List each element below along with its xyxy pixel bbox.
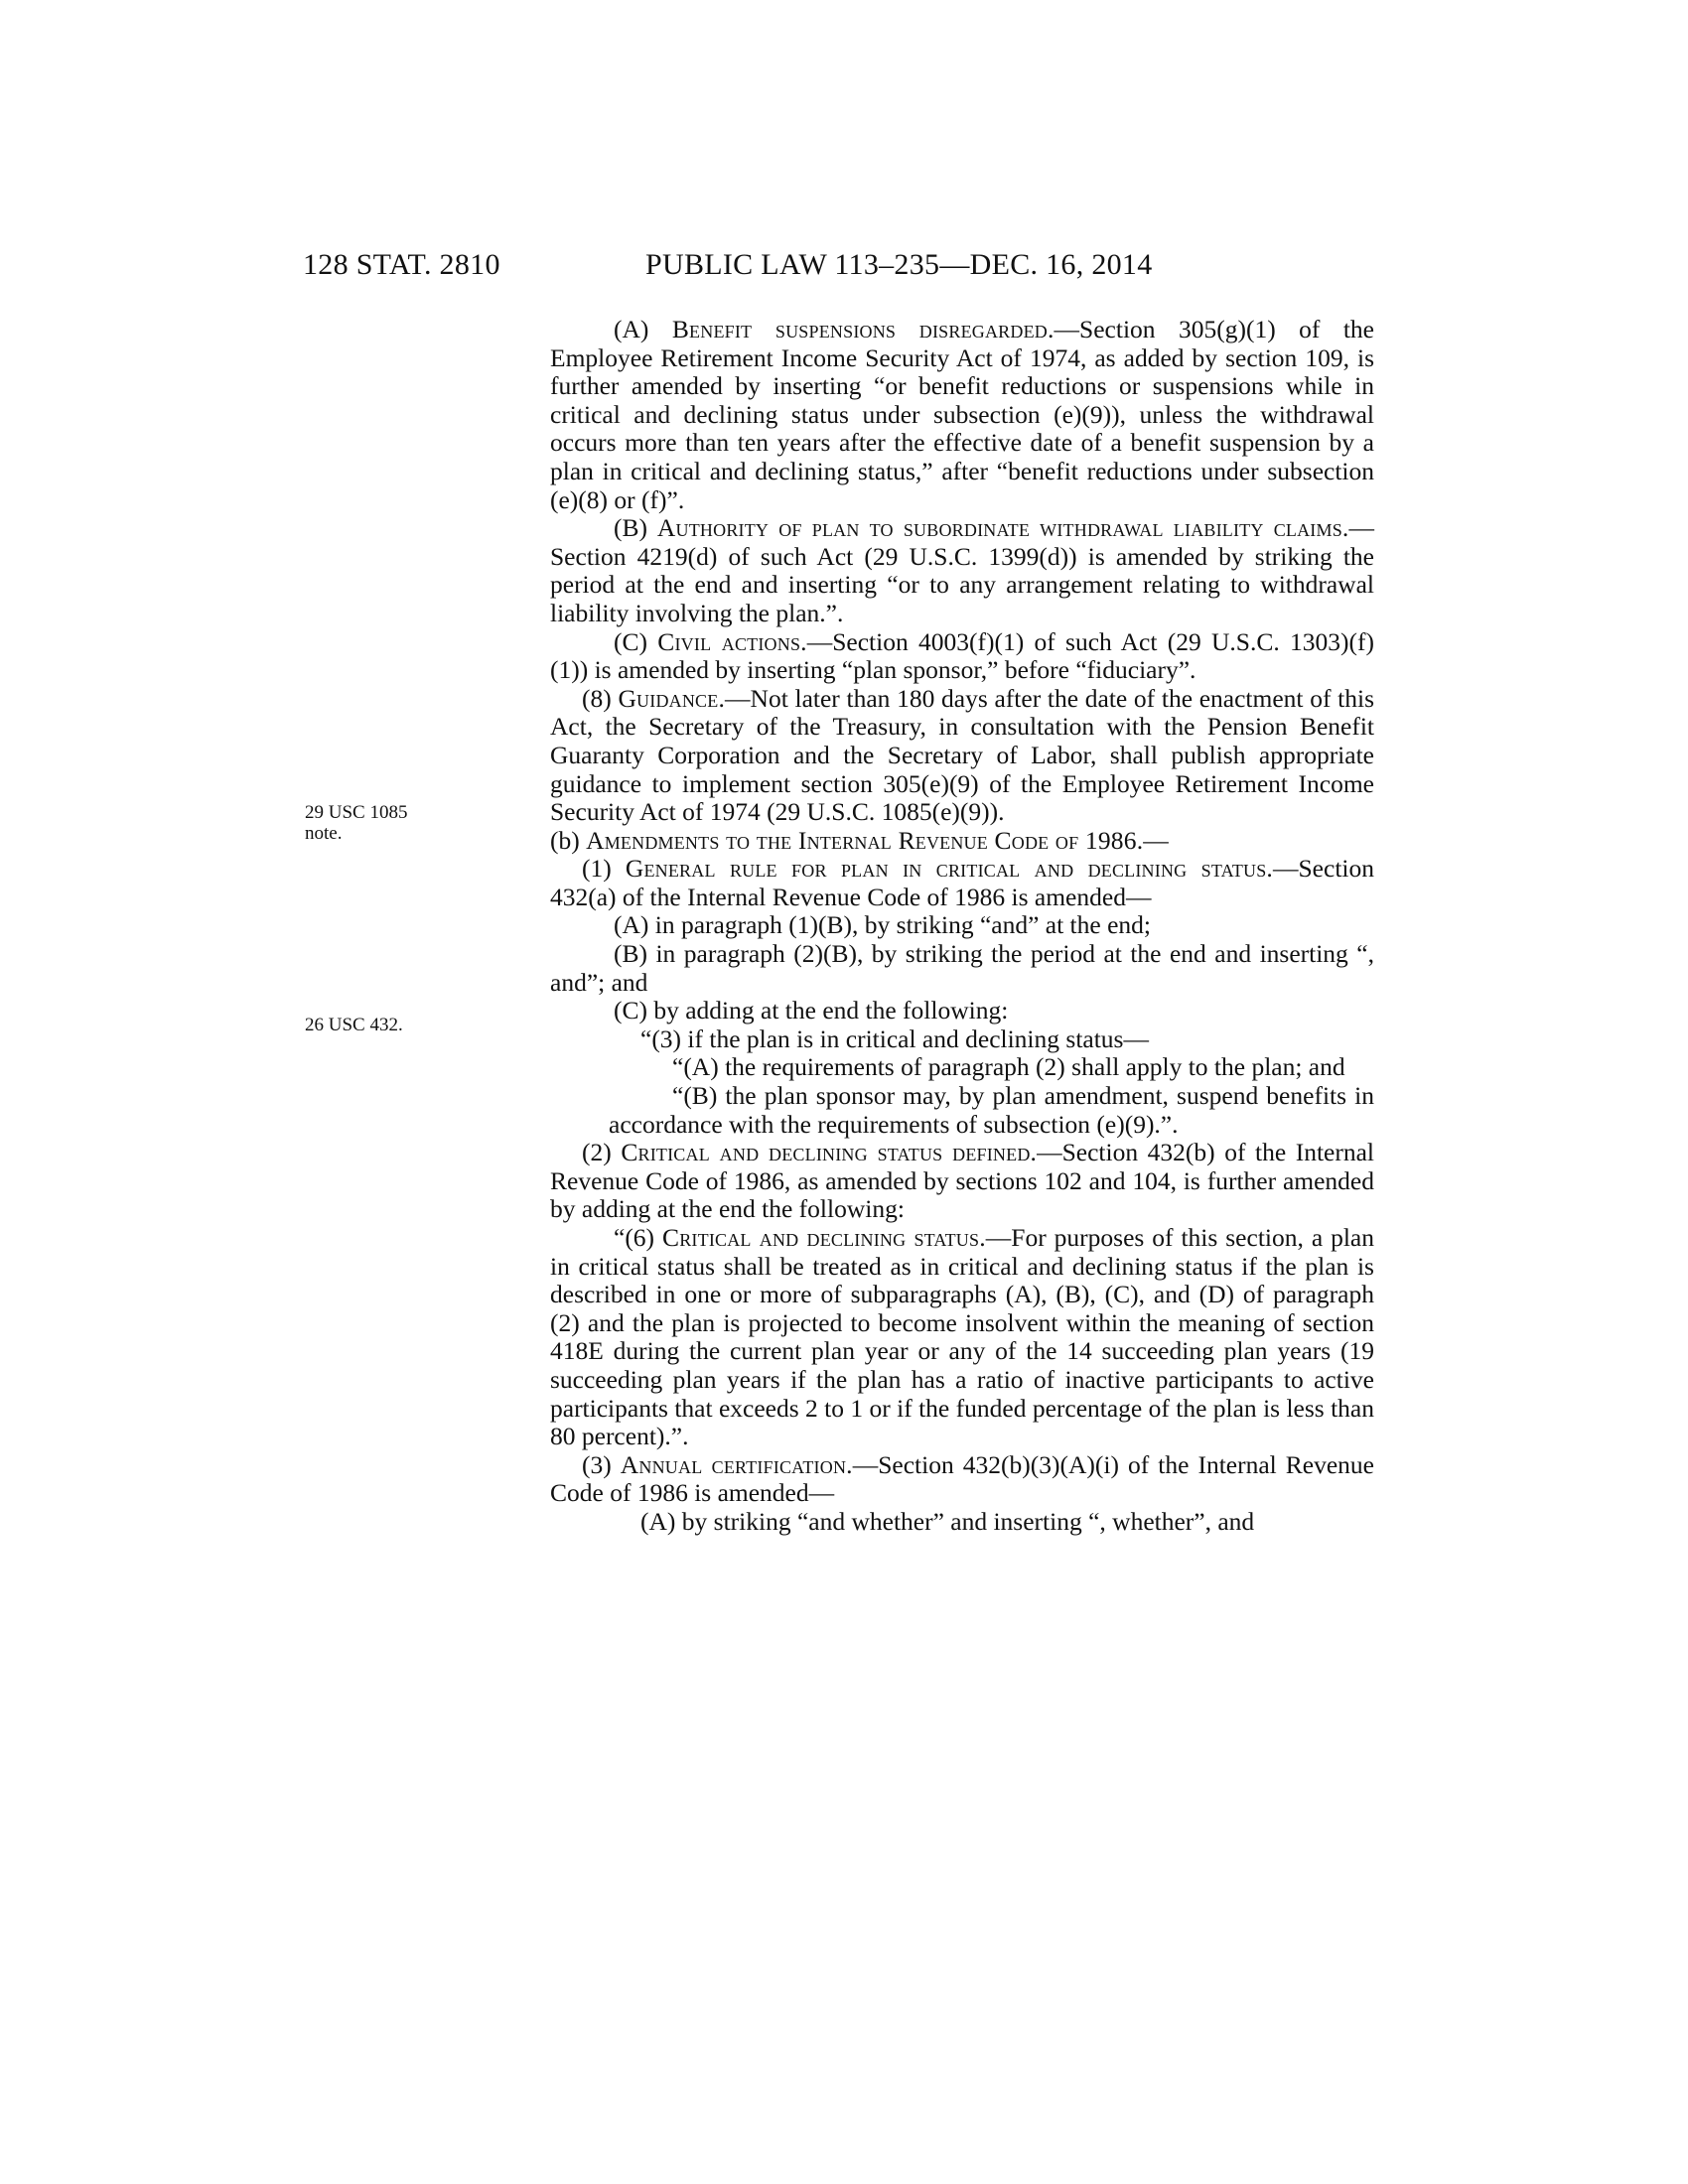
statute-body <box>550 316 1374 1537</box>
paragraph-heading: Critical and declining status. <box>662 1223 986 1252</box>
paragraph-8-guidance: (8) Guidance.—Not later than 180 days after the date of the enactment of this Act, the Secretary of the Treasury, in consultation with the Pension Benefit Guaranty Corporation and the Secretary of Labor, shall publish appropriate guidance to implement section 305(e)(9) of the Employee Retirement Income Security Act of 1974 (29 U.S.C. 1085(e)(9)). <box>550 683 1374 827</box>
clause-b-striking-period: (B) in paragraph (2)(B), by striking the period at the end and inserting “, and”; and <box>550 939 1374 997</box>
clause-c-adding-at-end: (C) by adding at the end the following: <box>614 996 1009 1025</box>
margin-note-usc-432 <box>305 1015 403 1035</box>
paragraph-heading: Guidance. <box>618 683 726 713</box>
page-header <box>0 248 1688 288</box>
paragraph-heading: Benefit suspensions disregarded. <box>671 315 1055 343</box>
paragraph-heading: Annual certification. <box>620 1449 853 1479</box>
paragraph-heading: Authority of plan to subordinate withdrawal liability claims. <box>656 513 1349 543</box>
quoted-paragraph-3: “(3) if the plan is in critical and declining status— <box>640 1024 1149 1053</box>
margin-note-usc-1085 <box>305 802 407 844</box>
paragraph-1-general-rule: (1) General rule for plan in critical and declining status.—Section 432(a) of the Internal Revenue Code of 1986 is amended— <box>550 854 1374 911</box>
paragraph-a-benefit-suspensions: (A) Benefit suspensions disregarded.—Section 305(g)(1) of the Employee Retirement Income Security Act of 1974, as added by section 109, is further amended by inserting “or benefit reductions or suspensions while in critical and declining status under subsection (e)(9)), unless the withdrawal occurs more than ten years after the effective date of a benefit suspension by a plan in critical and declining status,” after “benefit reductions under subsection (e)(8) or (f)”. <box>550 315 1374 514</box>
subsection-b-amendments: (b) Amendments to the Internal Revenue Code of 1986.— <box>550 825 1169 855</box>
paragraph-3-annual-certification: (3) Annual certification.—Section 432(b)(3)(A)(i) of the Internal Revenue Code of 1986 is amended— <box>550 1449 1375 1508</box>
clause-a-striking-and-whether: (A) by striking “and whether” and inserting “, whether”, and <box>640 1506 1255 1536</box>
quoted-paragraph-6: “(6) Critical and declining status.—For purposes of this section, a plan in critical status shall be treated as in critical and declining status if the plan is described in one or more of subparagraphs (A), (B), (C), and (D) of paragraph (2) and the plan is projected to become insolvent within the meaning of section 418E during the current plan year or any of the 14 succeeding plan years (19 succeeding plan years if the plan has a ratio of inactive participants to active participants that exceeds 2 to 1 or if the funded percentage of the plan is less than 80 percent).”. <box>550 1223 1374 1451</box>
margin-note-line: 29 USC 1085 <box>305 802 408 823</box>
paragraph-2-status-defined: (2) Critical and declining status defined.—Section 432(b) of the Internal Revenue Code of 1986, as amended by sections 102 and 104, is further amended by adding at the end the following: <box>550 1138 1375 1224</box>
paragraph-b-authority-of-plan: (B) Authority of plan to subordinate withdrawal liability claims.—Section 4219(d) of such Act (29 U.S.C. 1399(d)) is amended by striking the period at the end and inserting “or to any arrangement relating to withdrawal liability involving the plan.”. <box>550 513 1374 627</box>
public-law-title: PUBLIC LAW 113–235—DEC. 16, 2014 <box>645 248 1153 281</box>
margin-note-line: note. <box>305 823 343 844</box>
quoted-clause-a: “(A) the requirements of paragraph (2) shall apply to the plan; and <box>672 1052 1345 1082</box>
margin-note-line: 26 USC 432. <box>305 1015 403 1035</box>
statute-citation: 128 STAT. 2810 <box>303 248 500 281</box>
paragraph-heading: General rule for plan in critical and declining status. <box>625 854 1273 884</box>
quoted-clause-b: “(B) the plan sponsor may, by plan amendment, suspend benefits in accordance with the requirements of subsection (e)(9).”. <box>609 1081 1374 1139</box>
paragraph-heading: Amendments to the Internal Revenue Code of 1986. <box>586 825 1144 855</box>
clause-a-striking-and: (A) in paragraph (1)(B), by striking “and” at the end; <box>614 910 1151 940</box>
paragraph-c-civil-actions: (C) Civil actions.—Section 4003(f)(1) of such Act (29 U.S.C. 1303)(f)(1)) is amended by inserting “plan sponsor,” before “fiduciary”. <box>550 626 1374 685</box>
paragraph-heading: Critical and declining status defined. <box>621 1138 1038 1167</box>
paragraph-heading: Civil actions. <box>657 626 807 656</box>
